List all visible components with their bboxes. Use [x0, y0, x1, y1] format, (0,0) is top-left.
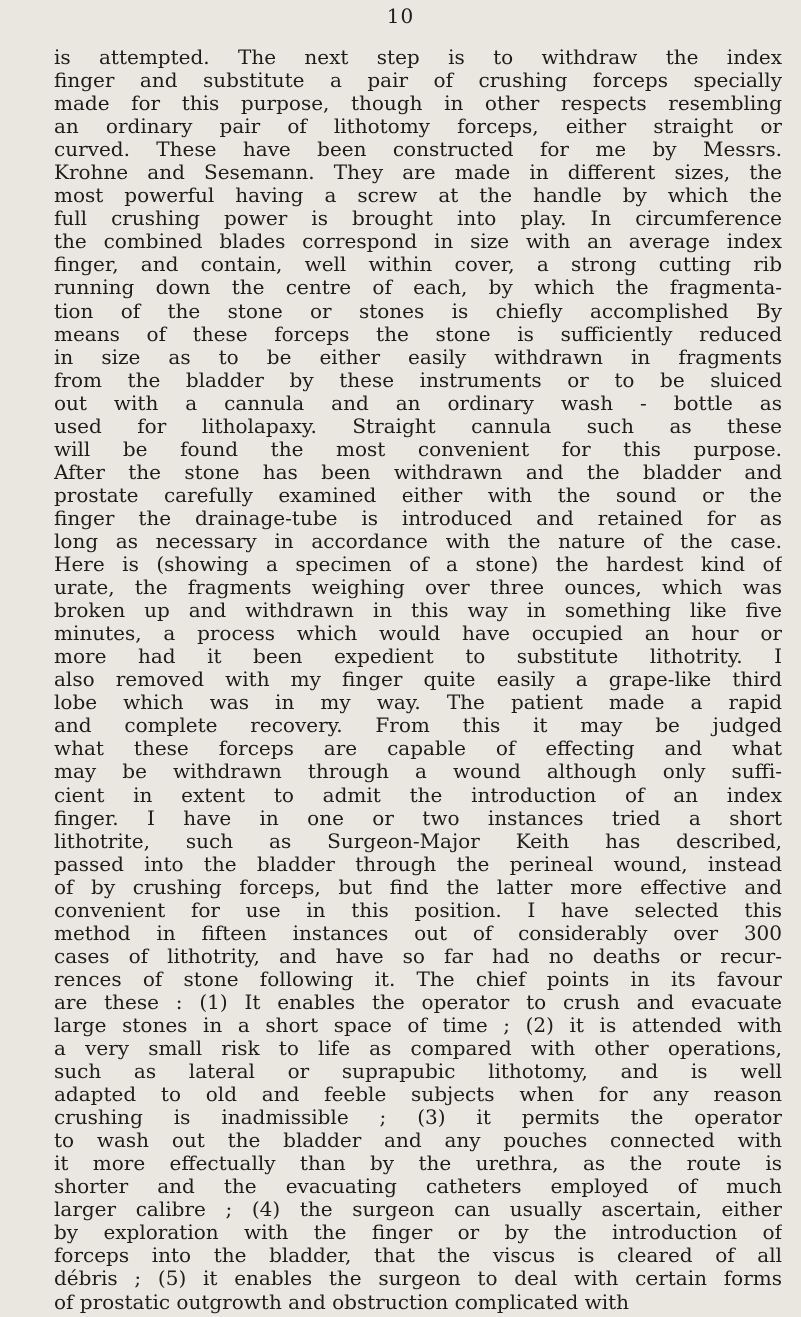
text-line: convenient for use in this position. I have selected this	[54, 898, 782, 922]
text-line: will be found the most convenient for this purpose.	[54, 437, 782, 461]
text-line: shorter and the evacuating catheters employed of much	[54, 1175, 782, 1199]
text-line: method in fifteen instances out of considerably over 300	[54, 921, 782, 945]
text-line: what these forceps are capable of effecting and what	[54, 737, 782, 761]
text-line: After the stone has been withdrawn and the bladder and	[54, 460, 782, 484]
text-line: débris ; (5) it enables the surgeon to deal with certain forms	[54, 1267, 782, 1291]
text-line: it more effectually than by the urethra, as the route is	[54, 1152, 782, 1176]
text-line: adapted to old and feeble subjects when for any reason	[54, 1083, 782, 1107]
page-number: 10	[386, 4, 415, 28]
text-line: to wash out the bladder and any pouches connected with	[54, 1129, 782, 1153]
text-line: larger calibre ; (4) the surgeon can usually ascertain, either	[54, 1198, 782, 1222]
text-line: finger. I have in one or two instances tried a short	[54, 806, 782, 830]
text-line: broken up and withdrawn in this way in something like five	[54, 599, 782, 623]
text-line: rences of stone following it. The chief points in its favour	[54, 967, 782, 991]
text-line: by exploration with the finger or by the introduction of	[54, 1221, 782, 1245]
text-line: from the bladder by these instruments or to be sluiced	[54, 368, 782, 392]
text-line: may be withdrawn through a wound although only suffi-	[54, 760, 782, 784]
text-line: such as lateral or suprapubic lithotomy, and is well	[54, 1060, 782, 1084]
text-line: long as necessary in accordance with the nature of the case.	[54, 529, 782, 553]
text-line: running down the centre of each, by which the fragmenta-	[54, 276, 782, 300]
text-line: the combined blades correspond in size with an average index	[54, 230, 782, 254]
text-line: finger, and contain, well within cover, a strong cutting rib	[54, 253, 782, 277]
text-line: prostate carefully examined either with the sound or the	[54, 483, 782, 507]
text-line: also removed with my finger quite easily a grape-like third	[54, 668, 782, 692]
text-line: large stones in a short space of time ; (2) it is attended with	[54, 1013, 782, 1037]
text-line: finger the drainage-tube is introduced and retained for as	[54, 506, 782, 530]
text-line: lithotrite, such as Surgeon-Major Keith has described,	[54, 829, 782, 853]
text-line: more had it been expedient to substitute lithotrity. I	[54, 645, 782, 669]
text-line: a very small risk to life as compared with other operations,	[54, 1037, 782, 1061]
text-line: made for this purpose, though in other respects resembling	[54, 92, 782, 116]
text-line: crushing is inadmissible ; (3) it permits the operator	[54, 1106, 782, 1130]
text-line: of by crushing forceps, but find the latter more effective and	[54, 875, 782, 899]
text-line: Here is (showing a specimen of a stone) the hardest kind of	[54, 553, 782, 577]
text-line: forceps into the bladder, that the viscus is cleared of all	[54, 1244, 782, 1268]
text-line: used for litholapaxy. Straight cannula such as these	[54, 414, 782, 438]
body-text	[54, 46, 782, 1314]
text-line: finger and substitute a pair of crushing forceps specially	[54, 69, 782, 93]
text-line: cient in extent to admit the introduction of an index	[54, 783, 782, 807]
text-line: is attempted. The next step is to withdraw the index	[54, 46, 782, 69]
text-line: passed into the bladder through the perineal wound, instead	[54, 852, 782, 876]
text-line: cases of lithotrity, and have so far had no deaths or recur-	[54, 944, 782, 968]
text-line: minutes, a process which would have occupied an hour or	[54, 622, 782, 646]
text-line: curved. These have been constructed for me by Messrs.	[54, 138, 782, 162]
text-line: urate, the fragments weighing over three ounces, which was	[54, 576, 782, 600]
text-line: full crushing power is brought into play. In circumference	[54, 207, 782, 231]
text-line: tion of the stone or stones is chiefly accomplished By	[54, 299, 782, 323]
text-line: in size as to be either easily withdrawn in fragments	[54, 345, 782, 369]
text-line: and complete recovery. From this it may be judged	[54, 714, 782, 738]
text-line: most powerful having a screw at the handle by which the	[54, 184, 782, 208]
text-line: means of these forceps the stone is sufficiently reduced	[54, 322, 782, 346]
text-line: of prostatic outgrowth and obstruction complicated with	[54, 1290, 630, 1314]
text-line: out with a cannula and an ordinary wash - bottle as	[54, 391, 782, 415]
text-line: lobe which was in my way. The patient made a rapid	[54, 691, 782, 715]
text-line: Krohne and Sesemann. They are made in different sizes, the	[54, 161, 782, 185]
text-line: an ordinary pair of lithotomy forceps, either straight or	[54, 115, 782, 139]
text-line: are these : (1) It enables the operator to crush and evacuate	[54, 990, 782, 1014]
